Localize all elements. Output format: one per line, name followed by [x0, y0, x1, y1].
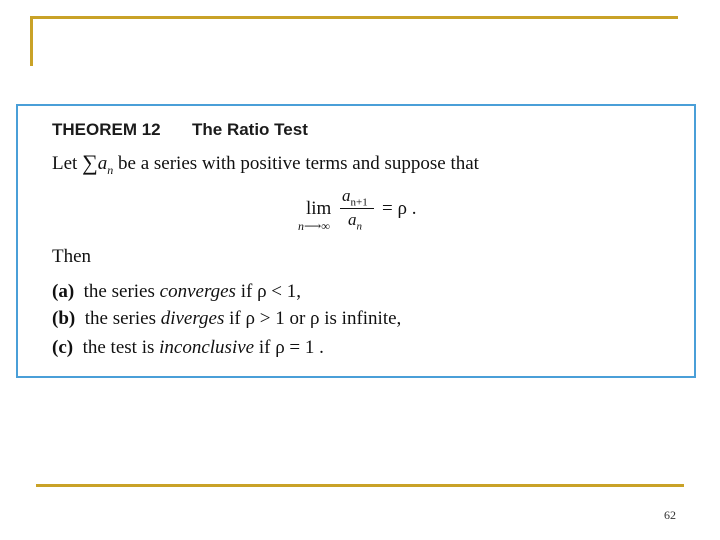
condition-pre: the series — [84, 308, 161, 329]
limit-formula — [294, 186, 454, 238]
condition-emph: diverges — [160, 308, 225, 329]
fraction-denominator — [348, 210, 362, 232]
sum-symbol: ∑ — [82, 150, 98, 175]
condition-c — [52, 337, 324, 359]
left-gold-rule — [30, 16, 33, 66]
condition-emph: converges — [159, 281, 236, 302]
page-number: 62 — [664, 508, 676, 522]
numerator-sub: n+1 — [350, 196, 368, 209]
fraction-numerator — [342, 186, 368, 208]
intro-term: a — [97, 153, 108, 174]
denominator-sub: n — [356, 220, 362, 233]
intro-term-sub: n — [107, 162, 114, 177]
theorem-intro — [52, 150, 479, 178]
intro-after: be a series with positive terms and suppose that — [113, 153, 479, 174]
fraction-bar — [340, 208, 374, 209]
numerator-term: a — [342, 186, 351, 205]
theorem-title: The Ratio Test — [192, 120, 308, 139]
theorem-heading — [52, 120, 308, 140]
lim-operator: lim — [306, 198, 332, 219]
theorem-box — [16, 104, 696, 378]
condition-pre: the series — [83, 281, 160, 302]
condition-emph: inconclusive — [159, 337, 255, 358]
bottom-gold-rule — [36, 484, 684, 487]
condition-label: (c) — [52, 337, 74, 358]
denominator-term: a — [348, 210, 357, 229]
condition-label: (b) — [52, 308, 76, 329]
condition-label: (a) — [52, 281, 75, 302]
formula-rhs: = ρ . — [382, 198, 417, 219]
condition-post: if ρ < 1, — [235, 281, 302, 302]
condition-post: if ρ = 1 . — [254, 337, 324, 358]
lim-subscript: n⟶∞ — [298, 219, 330, 233]
condition-b — [52, 308, 401, 330]
condition-a — [52, 281, 301, 303]
condition-post: if ρ > 1 or ρ is infinite, — [224, 308, 402, 329]
condition-pre: the test is — [82, 337, 160, 358]
theorem-number: THEOREM 12 — [52, 120, 161, 139]
top-gold-rule — [30, 16, 678, 19]
then-label: Then — [52, 246, 92, 267]
intro-before: Let — [52, 153, 83, 174]
